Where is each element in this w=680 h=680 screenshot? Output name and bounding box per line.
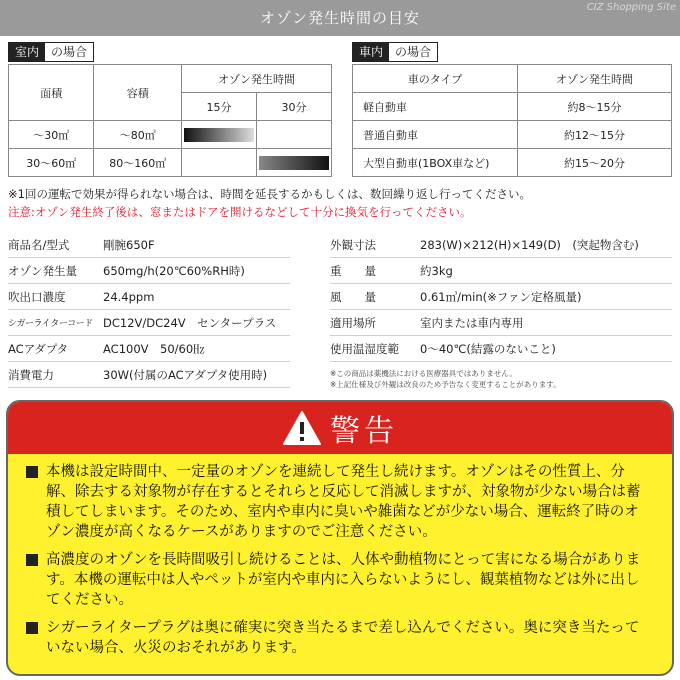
indoor-tag-light: の場合 xyxy=(45,43,93,61)
spec-key: 重 量 xyxy=(330,263,376,278)
header-banner xyxy=(0,0,680,36)
indoor-tag xyxy=(8,42,94,62)
spec-key: オゾン発生量 xyxy=(8,263,77,278)
spec-row xyxy=(8,258,290,284)
warning-header xyxy=(8,402,672,454)
spec-value: 24.4ppm xyxy=(103,289,155,304)
spec-row xyxy=(330,310,672,336)
vehicle-col-time: オゾン発生時間 xyxy=(518,65,672,93)
vehicle-type-cell: 普通自動車 xyxy=(353,121,518,149)
indoor-area-cell: ～30㎡ xyxy=(9,121,94,149)
spec-key: 風 量 xyxy=(330,289,376,304)
warning-triangle-icon xyxy=(282,410,322,446)
indoor-volume-cell: ～80㎥ xyxy=(94,121,182,149)
vehicle-time-cell: 約8～15分 xyxy=(518,93,672,121)
spec-value: 約3kg xyxy=(420,263,453,278)
note-retry: ※1回の運転で効果が得られない場合は、時間を延長するかもしくは、数回繰り返し行ってください。 xyxy=(8,187,531,201)
spec-list-right xyxy=(330,232,672,362)
time-bar-30min xyxy=(259,156,329,170)
spec-key: 消費電力 xyxy=(8,367,54,382)
vehicle-type-cell: 大型自動車(1BOX車など) xyxy=(353,149,518,177)
spec-value: 剛腕650F xyxy=(103,237,155,252)
spec-value: 0.61㎥/min(※ファン定格風量) xyxy=(420,289,582,304)
warning-title: 警告 xyxy=(330,414,398,449)
warning-text: シガーライタープラグは奥に確実に突き当たるまで差し込んでください。奥に突き当たっていない場合、火災のおそれがあります。 xyxy=(46,620,640,656)
note-caution: 注意:オゾン発生終了後は、窓またはドアを開けるなどして十分に換気を行ってください。 xyxy=(8,205,472,219)
spec-key: 使用温湿度範 xyxy=(330,341,399,356)
spec-row xyxy=(330,336,672,362)
list-item xyxy=(26,550,652,610)
bullet-square-icon xyxy=(26,622,38,634)
indoor-table xyxy=(8,64,332,177)
watermark: CIZ Shopping Site xyxy=(586,2,676,13)
spec-row xyxy=(8,336,290,362)
list-item xyxy=(26,618,652,658)
indoor-col-volume: 容積 xyxy=(94,65,182,121)
spec-row xyxy=(8,310,290,336)
spec-row xyxy=(330,284,672,310)
warning-body xyxy=(8,454,672,658)
spec-row xyxy=(330,258,672,284)
spec-key: 適用場所 xyxy=(330,315,376,330)
spec-row xyxy=(8,362,290,388)
vehicle-tag-dark: 車内 xyxy=(353,43,389,61)
table-row xyxy=(353,93,672,121)
indoor-tag-dark: 室内 xyxy=(9,43,45,61)
indoor-col-15: 15分 xyxy=(182,93,257,121)
spec-value: 650mg/h(20℃60%RH時) xyxy=(103,263,245,278)
spec-value: 室内または車内専用 xyxy=(420,315,524,330)
vehicle-tag xyxy=(352,42,438,62)
bullet-square-icon xyxy=(26,466,38,478)
vehicle-time-cell: 約12～15分 xyxy=(518,121,672,149)
indoor-col-time: オゾン発生時間 xyxy=(182,65,332,93)
spec-value: 30W(付属のACアダプタ使用時) xyxy=(103,367,268,382)
indoor-col-30: 30分 xyxy=(257,93,332,121)
vehicle-type-cell: 軽自動車 xyxy=(353,93,518,121)
spec-row xyxy=(330,232,672,258)
spec-value: DC12V/DC24V センタープラス xyxy=(103,315,277,330)
table-row xyxy=(353,121,672,149)
spec-key: 外観寸法 xyxy=(330,237,376,252)
vehicle-col-type: 車のタイプ xyxy=(353,65,518,93)
indoor-area-cell: 30～60㎡ xyxy=(9,149,94,177)
time-bar-15min xyxy=(184,128,254,142)
fine-print-line: ※この商品は薬機法における医療器具ではありません。 xyxy=(330,369,517,378)
spec-value: 0～40℃(結露のないこと) xyxy=(420,341,556,356)
fine-print xyxy=(330,368,561,390)
vehicle-tag-light: の場合 xyxy=(389,43,437,61)
table-row xyxy=(353,149,672,177)
spec-key: 吹出口濃度 xyxy=(8,289,66,304)
spec-value: 283(W)×212(H)×149(D) (突起物含む) xyxy=(420,237,639,252)
warning-box xyxy=(6,400,674,676)
spec-key: シガーライターコード xyxy=(8,319,93,329)
spec-key: ACアダプタ xyxy=(8,341,69,356)
spec-row xyxy=(8,232,290,258)
indoor-volume-cell: 80～160㎥ xyxy=(94,149,182,177)
list-item xyxy=(26,462,652,542)
spec-row xyxy=(8,284,290,310)
bullet-square-icon xyxy=(26,554,38,566)
vehicle-time-cell: 約15～20分 xyxy=(518,149,672,177)
spec-list-left xyxy=(8,232,290,388)
spec-key: 商品名/型式 xyxy=(8,237,70,252)
page-title: オゾン発生時間の目安 xyxy=(259,9,420,27)
warning-text: 高濃度のオゾンを長時間吸引し続けることは、人体や動植物にとって害になる場合があります。本機の運転中は人やペットが室内や車内に入らないようにし、観葉植物などは外に出してください。 xyxy=(46,552,641,608)
vehicle-table xyxy=(352,64,672,177)
indoor-col-area: 面積 xyxy=(9,65,94,121)
table-row xyxy=(9,121,332,149)
fine-print-line: ※上記仕様及び外観は改良のため予告なく変更することがあります。 xyxy=(330,380,561,389)
warning-text: 本機は設定時間中、一定量のオゾンを連続して発生し続けます。オゾンはその性質上、分解、除去する対象物が存在するとそれらと反応して消滅しますが、対象物が少ない場合は蓄積してしまいます。そのため、室内や車内に臭いや雑菌などが少ない場合、運転終了時のオゾン濃度が高くなるケースがありますのでご注意ください。 xyxy=(46,464,641,540)
spec-value: AC100V 50/60㎐ xyxy=(103,341,205,356)
table-row xyxy=(9,149,332,177)
